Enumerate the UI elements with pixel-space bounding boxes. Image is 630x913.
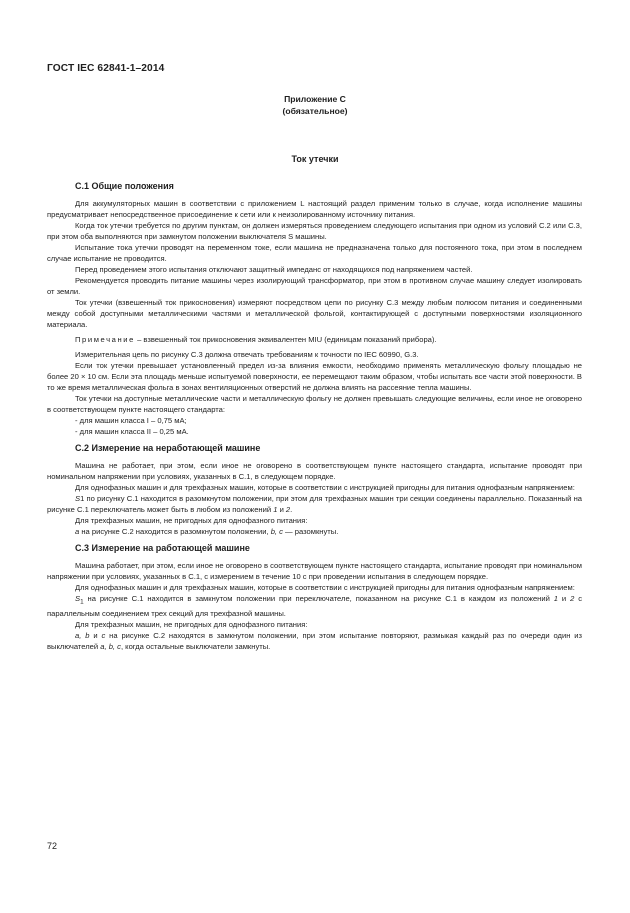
annex-number: Приложение С [284, 94, 346, 104]
paragraph [47, 493, 582, 515]
page-number: 72 [47, 841, 58, 851]
position-1: 1 [553, 594, 558, 603]
switch-symbol: S [75, 494, 81, 503]
paragraph: Если ток утечки превышает установленный предел из-за влияния емкости, необходимо применять металлическую фольгу площадью не более 20 × 10 см. Если эта площадь меньше испытуемой поверхности, ее перемещают таким образом, чтобы испытать все части этой поверхности. В то же время металлическая фольга в зонах вентиляционных отверстий не должна влиять на рассеяние тепла машины. [47, 361, 582, 392]
section-heading-c3: С.3 Измерение на работающей машине [75, 543, 250, 553]
switch-symbol: b, с [270, 527, 283, 536]
paragraph-text: на рисунке С.2 находятся в замкнутом положении, при этом испытание повторяют, размыкая каждый раз по очереди один из выключателей [47, 630, 582, 651]
paragraph [47, 526, 582, 537]
paragraph-text: , когда остальные выключатели замкнуты. [120, 641, 271, 651]
paragraph-text: . [290, 505, 293, 514]
paragraph-text: — разомкнуты. [282, 527, 339, 536]
paragraph: Ток утечки на доступные металлические части и металлическую фольгу не должен превышать следующие величины, если иное не оговорено в соответствующем пункте настоящего стандарта: [47, 394, 582, 414]
paragraph: Когда ток утечки требуется по другим пунктам, он должен измеряться проведением следующего испытания при одном из условий С.2 или С.3, при этом оба выполняются при замкнутом положении выключателя S машины. [47, 221, 582, 241]
paragraph-text: и [277, 505, 286, 514]
paragraph-text: на рисунке С.1 находится в замкнутом положении при переключателе, показанном на рисунке С.1 в каждом из положений [83, 594, 554, 603]
section-heading-c2: С.2 Измерение на неработающей машине [75, 443, 261, 453]
note-label: Примечание [75, 335, 135, 344]
switch-symbol: a, b, с [100, 641, 121, 651]
paragraph: Испытание тока утечки проводят на переменном токе, если машина не предназначена только для постоянного тока, при этом в последнем случае испытание не проводится. [47, 243, 582, 263]
position-2: 2 [570, 594, 575, 603]
paragraph: Машина работает, при этом, если иное не оговорено в соответствующем пункте настоящего стандарта, испытание проводят при номинальном напряжении при условиях, указанных в С.1, с измерением в течение 10 с при проведении испытания в следующем порядке. [47, 561, 582, 581]
paragraph: Для трехфазных машин, не пригодных для однофазного питания: [75, 516, 308, 525]
annex-status: (обязательное) [282, 106, 348, 116]
paragraph: Измерительная цепь по рисунку С.3 должна отвечать требованиям к точности по IEC 60990, G.3. [75, 350, 419, 359]
paragraph-text: с параллельным соединением трех секций для трехфазной машины. [47, 594, 582, 618]
paragraph: Машина не работает, при этом, если иное не оговорено в соответствующем пункте настоящего стандарта, испытание проводят при номинальном напряжении при условиях, указанных в С.1, в следующем порядке. [47, 461, 582, 481]
paragraph-text: и [89, 630, 102, 640]
switch-symbol: a [75, 527, 80, 536]
paragraph [47, 630, 582, 652]
document-header: ГОСТ IEC 62841-1–2014 [47, 63, 165, 74]
note [47, 334, 582, 345]
paragraph: Для аккумуляторных машин в соответствии с приложением L настоящий раздел применим только в случае, когда исполнение машины предусматривает непосредственное присоединение к сети или к неизолированному источнику питания. [47, 199, 582, 219]
switch-symbol: S [75, 594, 81, 603]
switch-symbol: a, b [75, 630, 90, 640]
document-body [47, 180, 582, 652]
annex-title: Ток утечки [291, 154, 339, 164]
note-text: – взвешенный ток прикосновения эквивалентен MIU (единицам показаний прибора). [134, 335, 437, 344]
annex-heading [200, 93, 430, 117]
paragraph-text: на рисунке С.2 находится в разомкнутом положении, [79, 527, 271, 536]
paragraph: Для однофазных машин и для трехфазных машин, которые в соответствии с инструкцией пригодны для питания однофазным напряжением: [75, 583, 575, 592]
position-2: 2 [285, 505, 291, 514]
list-item: - для машин класса II – 0,25 мА. [75, 427, 189, 436]
paragraph: Для однофазных машин и для трехфазных машин, которые в соответствии с инструкцией пригодны для питания однофазным напряжением: [75, 483, 575, 492]
paragraph-text: 1 по рисунку С.1 находится в разомкнутом положении, при этом для трехфазных машин три секции соединены параллельно. Показанный на рисунке С.1 переключатель может быть в любом из положений [47, 494, 582, 514]
paragraph [47, 593, 582, 619]
paragraph: Для трехфазных машин, не пригодных для однофазного питания: [75, 619, 308, 629]
paragraph: Рекомендуется проводить питание машины через изолирующий трансформатор, при этом в противном случае машину следует изолировать от земли. [47, 276, 582, 296]
paragraph: Ток утечки (взвешенный ток прикосновения) измеряют посредством цепи по рисунку С.3 между любым полюсом питания и соединенными между собой доступными металлическими частями и металлической фольгой, контактирующей с доступными поверхностями изоляционного материала. [47, 298, 582, 329]
paragraph-text: и [558, 594, 571, 603]
section-heading-c1: С.1 Общие положения [75, 181, 174, 191]
paragraph: Перед проведением этого испытания отключают защитный импеданс от находящихся под напряжением частей. [75, 265, 473, 274]
position-1: 1 [273, 505, 278, 514]
switch-symbol: с [101, 630, 106, 640]
list-item: - для машин класса I – 0,75 мА; [75, 416, 187, 425]
switch-subscript: 1 [80, 598, 84, 606]
